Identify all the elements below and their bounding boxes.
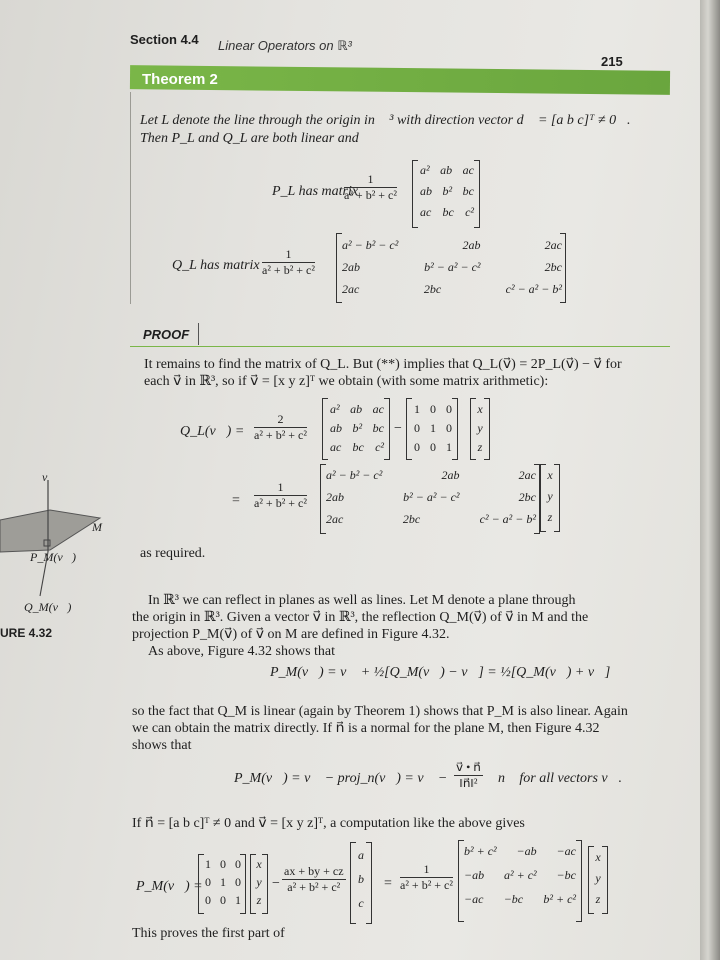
pl-fraction xyxy=(344,172,397,203)
minus-sign: − xyxy=(394,421,402,436)
identity-matrix: 1 0 0 0 1 0 0 0 1 xyxy=(414,402,452,454)
para3-line3: shows that xyxy=(132,738,192,753)
final-frac: $\frac{ax + by + cz}{\text{a² + b² + c²}}$ xyxy=(284,864,344,894)
para1-line2: the origin in ℝ³. Given a vector v⃗ in ℝ³, the reflection Q_M(v⃗) of v⃗ in M and the xyxy=(132,610,589,625)
theorem-label: Theorem 2 xyxy=(142,71,218,88)
figure-caption: URE 4.32 xyxy=(0,626,53,640)
ql-label: Q_L has matrix xyxy=(172,258,260,273)
para3-line1: so the fact that Q_M is linear (again by Theorem 1) shows that P_M is also linear. Again xyxy=(132,704,628,719)
final-equals: = xyxy=(384,876,392,891)
fig-v-label: v⃗ xyxy=(42,470,57,484)
theorem-line-1: Let L denote the line through the origin in ℝ³ with direction vector d⃗ = [a b c]ᵀ ≠ 0⃗. xyxy=(140,113,631,128)
final-xyz: x y z xyxy=(256,857,262,907)
final-matrix-right xyxy=(576,840,582,922)
para2: As above, Figure 4.32 shows that xyxy=(148,644,336,659)
proof-m1-left xyxy=(322,398,328,460)
proof-m1-right xyxy=(384,398,390,460)
para4: If n⃗ = [a b c]ᵀ ≠ 0 and v⃗ = [x y z]ᵀ, a computation like the above gives xyxy=(132,816,525,831)
final-identity-left xyxy=(198,854,204,914)
section-number: Section 4.4 xyxy=(130,32,199,47)
identity-right xyxy=(452,398,458,460)
final-frac-1: $\frac{1}{\text{a² + b² + c²}}$ xyxy=(400,862,453,892)
xyz-vector-2: x y z xyxy=(547,468,553,524)
xyz-vector: x y z xyxy=(477,402,483,454)
proof-rule xyxy=(130,346,670,347)
identity-left xyxy=(406,398,412,460)
final-identity: 1 0 0 0 1 0 0 0 1 xyxy=(205,857,241,907)
ql-matrix: a² − b² − c² 2ab 2ac 2ab b² − a² − c² 2bc 2ac 2bc c² − a² − b² xyxy=(342,238,562,296)
proof-frac-1: $\frac{1}{\text{a² + b² + c²}}$ xyxy=(254,480,307,510)
frac-numerator: 1 xyxy=(344,172,397,188)
last-line: This proves the first part of xyxy=(132,926,285,941)
equals-sign: = xyxy=(232,493,240,508)
eq-proj-lhs: P_M(v⃗) = v⃗ − proj_n(v⃗) = v⃗ − xyxy=(234,771,448,786)
proof-label: PROOF xyxy=(143,327,190,342)
para3-line2: we can obtain the matrix directly. If n⃗ is a normal for the plane M, then Figure 4.32 xyxy=(132,721,600,736)
proof-frac-2: $\frac{2}{\text{a² + b² + c²}}$ xyxy=(254,412,307,442)
final-minus: − xyxy=(272,876,280,891)
fig-pm-label: P_M(v⃗) xyxy=(30,550,76,564)
page-edges xyxy=(700,0,720,960)
para1-line1: In ℝ³ we can reflect in planes as well as lines. Let M denote a plane through xyxy=(148,593,576,608)
as-required: as required. xyxy=(140,546,206,561)
proof-eq-lhs: Q_L(v⃗) = xyxy=(180,424,245,439)
proof-line-1: It remains to find the matrix of Q_L. But (**) implies that Q_L(v⃗) = 2P_L(v⃗) − v⃗ for xyxy=(144,357,622,372)
normal-vector: a b c xyxy=(358,848,364,910)
frac-denominator: a² + b² + c² xyxy=(344,188,397,202)
final-xyz-2: x y z xyxy=(595,850,601,906)
final-matrix: b² + c² −ab −ac −ab a² + c² −bc −ac −bc b² + c² xyxy=(464,844,576,906)
ql-fraction: $\frac{1}{\text{a² + b² + c²}}$ xyxy=(262,247,315,277)
eq-proj-frac: $\frac{v⃗ • n⃗}{\text{‖n⃗‖²}}$ xyxy=(456,760,481,790)
fig-m-label: M xyxy=(92,520,102,534)
pl-bracket-left xyxy=(412,160,418,228)
pl-label: P_L has matrix xyxy=(272,184,359,199)
pl-matrix: a² ab ac ab b² bc ac bc c² xyxy=(420,163,474,219)
theorem-line-2: Then P_L and Q_L are both linear and xyxy=(140,131,359,146)
eq-pm: P_M(v⃗) = v⃗ + ½[Q_M(v⃗) − v⃗] = ½[Q_M(v⃗) + v⃗] xyxy=(270,665,611,680)
pl-bracket-right xyxy=(474,160,480,228)
section-title: Linear Operators on ℝ³ xyxy=(218,38,352,53)
eq-proj-rhs: n⃗ for all vectors v⃗. xyxy=(498,771,623,786)
page-number: 215 xyxy=(601,54,623,69)
eq-final-lhs: P_M(v⃗) = xyxy=(136,879,203,894)
proof-ql-matrix: a² − b² − c² 2ab 2ac 2ab b² − a² − c² 2bc 2ac 2bc c² − a² − b² xyxy=(326,468,536,526)
proof-pl-matrix: a² ab ac ab b² bc ac bc c² xyxy=(330,402,384,454)
fig-qm-label: Q_M(v⃗) xyxy=(24,600,72,614)
para1-line3: projection P_M(v⃗) of v⃗ on M are defined in Figure 4.32. xyxy=(132,627,450,642)
proof-line-2: each v⃗ in ℝ³, so if v⃗ = [x y z]ᵀ we obtain (with some matrix arithmetic): xyxy=(144,374,549,389)
